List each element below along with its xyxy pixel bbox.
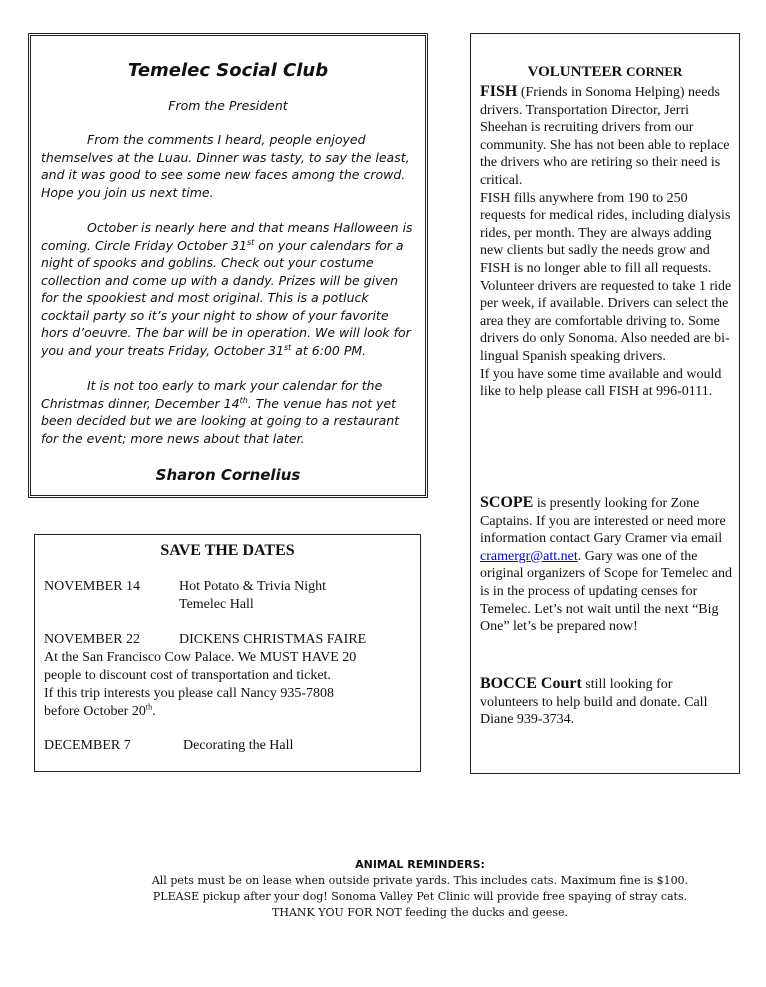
luau-paragraph: From the comments I heard, people enjoyed themselves at the Luau. Dinner was tasty, to say the least, and it was good to see some new faces among the crowd. Hope you join us next time.	[41, 132, 410, 200]
christmas-paragraph: It is not too early to mark your calendar for the Christmas dinner, December 14th. The venue has not yet been decided but we are looking at going to a restaurant for the event; more news about that later.	[41, 378, 400, 446]
save-the-dates-title: SAVE THE DATES	[160, 542, 295, 559]
animal-reminder-line: THANK YOU FOR NOT feeding the ducks and geese.	[272, 906, 568, 919]
scope-paragraph: SCOPE is presently looking for Zone Captains. If you are interested or need more information contact Gary Cramer via email cramergr@att.net. Gary was one of the original organizers of Scope for Temelec and is in the process of updating censes for Temelec. Let’s not wait until the next “Big One” let’s be prepared now!	[480, 494, 732, 635]
event-date: DECEMBER 7	[44, 738, 131, 753]
save-the-dates-box	[34, 534, 421, 772]
animal-reminder-line: All pets must be on lease when outside private yards. This includes cats. Maximum fine is $100.	[151, 874, 689, 887]
club-title: Temelec Social Club	[127, 60, 329, 81]
event-title: Decorating the Hall	[183, 738, 294, 753]
president-message-box	[28, 33, 428, 498]
event-detail: If this trip interests you please call Nancy 935-7808	[44, 686, 335, 701]
event-date: NOVEMBER 14	[44, 579, 141, 594]
bocce-paragraph: BOCCE Court still looking for volunteers to help build and donate. Call Diane 939-3734.	[480, 675, 708, 728]
event-location: Temelec Hall	[179, 597, 254, 612]
event-detail: before October 20th.	[44, 702, 156, 719]
animal-reminders	[100, 857, 740, 921]
volunteer-corner-box	[470, 33, 740, 774]
animal-reminders-title: ANIMAL REMINDERS:	[355, 858, 485, 871]
event-title: DICKENS CHRISTMAS FAIRE	[179, 632, 367, 647]
event-date: NOVEMBER 22	[44, 632, 141, 647]
event-detail: At the San Francisco Cow Palace. We MUST HAVE 20	[44, 650, 357, 665]
scope-email-link[interactable]: cramergr@att.net	[480, 548, 578, 564]
president-signature: Sharon Cornelius	[155, 466, 301, 484]
event-title: Hot Potato & Trivia Night	[179, 579, 327, 594]
halloween-paragraph: October is nearly here and that means Halloween is coming. Circle Friday October 31st on your calendars for a night of spooks and goblins. Check out your costume collection and come up with a dandy. Prizes will be given for the spookiest and most original. This is a potluck cocktail party so it’s your night to show of your favorite hors d’oeuvre. The bar will be in operation. We will look for you and your treats Friday, October 31st at 6:00 PM.	[41, 220, 413, 358]
animal-reminder-line: PLEASE pickup after your dog! Sonoma Valley Pet Clinic will provide free spaying of stray cats.	[152, 890, 688, 903]
fish-paragraph: FISH (Friends in Sonoma Helping) needs drivers. Transportation Director, Jerri Sheehan is recruiting drivers from our community. She has not been able to replace the drivers who are retiring so their need is critical. FISH fills anywhere from 190 to 250 requests for medical rides, including dialysis rides, per month. They are always adding new clients but sadly the needs grow and FISH is no longer able to fill all requests. Volunteer drivers are requested to take 1 ride per week, if available. Drivers can select the area they are comfortable driving to. Some drivers do only Sonoma. Also needed are bi-lingual Spanish speaking drivers. If you have some time available and would like to help please call FISH at 996-0111.	[480, 83, 732, 400]
event-detail: people to discount cost of transportation and ticket.	[44, 668, 331, 683]
volunteer-title: VOLUNTEER CORNER	[527, 64, 683, 80]
president-subtitle: From the President	[168, 98, 288, 113]
